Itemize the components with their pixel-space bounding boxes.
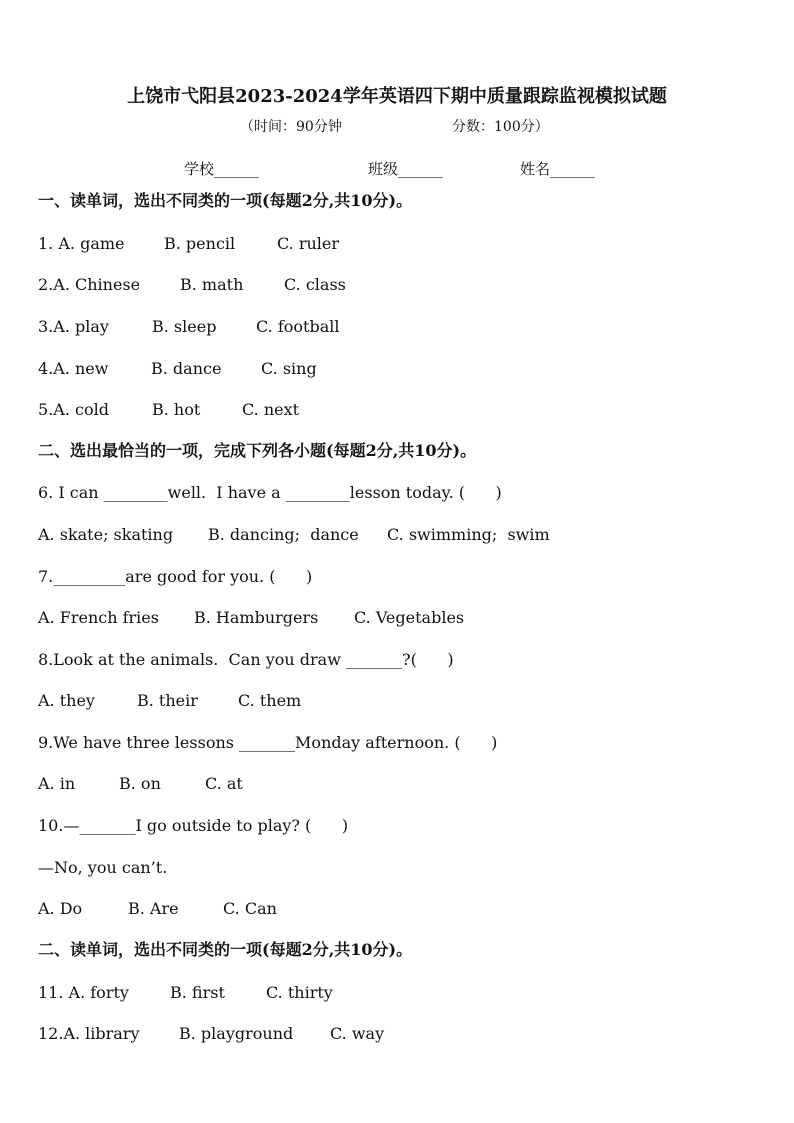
q1-option-a: 1. A. game bbox=[38, 234, 125, 253]
q9-stem: 9.We have three lessons _______Monday afternoon. ( ) bbox=[38, 733, 498, 752]
q10-option-a: A. Do bbox=[38, 899, 83, 918]
q2-option-b: B. math bbox=[180, 275, 244, 294]
q11-option-b: B. first bbox=[170, 983, 225, 1002]
q4-option-c: C. sing bbox=[261, 359, 317, 378]
exam-score: 分数：100分） bbox=[452, 119, 549, 135]
q5-option-c: C. next bbox=[242, 400, 300, 419]
section-3-heading: 二、读单词，选出不同类的一项(每题2分,共10分)。 bbox=[38, 940, 413, 959]
q7-option-a: A. French fries bbox=[38, 608, 159, 627]
q9-option-c: C. at bbox=[205, 774, 243, 793]
section-2-heading: 二、选出最恰当的一项，完成下列各小题(每题2分,共10分)。 bbox=[38, 441, 477, 460]
q11-option-a: 11. A. forty bbox=[38, 983, 129, 1002]
q7-stem: 7._________are good for you. ( ) bbox=[38, 567, 313, 586]
q5-option-b: B. hot bbox=[152, 400, 201, 419]
q2-option-a: 2.A. Chinese bbox=[38, 275, 141, 294]
class-field: 班级______ bbox=[368, 160, 444, 178]
q11-option-c: C. thirty bbox=[266, 983, 333, 1002]
page-title: 上饶市弋阳县2023-2024学年英语四下期中质量跟踪监视模拟试题 bbox=[127, 86, 667, 107]
q10-reply: —No, you can’t. bbox=[38, 858, 168, 877]
name-field: 姓名______ bbox=[520, 160, 596, 178]
q6-option-c: C. swimming; swim bbox=[387, 525, 550, 544]
q7-option-c: C. Vegetables bbox=[354, 608, 465, 627]
q8-stem: 8.Look at the animals. Can you draw _______?( ) bbox=[38, 650, 454, 669]
q10-option-c: C. Can bbox=[223, 899, 277, 918]
q2-option-c: C. class bbox=[284, 275, 346, 294]
section-1-heading: 一、读单词，选出不同类的一项(每题2分,共10分)。 bbox=[38, 191, 413, 210]
q5-option-a: 5.A. cold bbox=[38, 400, 109, 419]
q10-stem: 10.—_______I go outside to play? ( ) bbox=[38, 816, 349, 835]
q9-option-b: B. on bbox=[119, 774, 161, 793]
q12-option-c: C. way bbox=[330, 1024, 385, 1043]
q7-option-b: B. Hamburgers bbox=[194, 608, 319, 627]
exam-time: （时间：90分钟 bbox=[240, 119, 342, 135]
q12-option-a: 12.A. library bbox=[38, 1024, 140, 1043]
q1-option-b: B. pencil bbox=[164, 234, 236, 253]
q8-option-c: C. them bbox=[238, 691, 302, 710]
q9-option-a: A. in bbox=[38, 774, 76, 793]
q1-option-c: C. ruler bbox=[277, 234, 340, 253]
q3-option-b: B. sleep bbox=[152, 317, 217, 336]
q4-option-b: B. dance bbox=[151, 359, 222, 378]
q6-option-b: B. dancing; dance bbox=[208, 525, 359, 544]
q3-option-a: 3.A. play bbox=[38, 317, 109, 336]
q6-stem: 6. I can ________well. I have a ________lesson today. ( ) bbox=[38, 483, 502, 502]
q8-option-a: A. they bbox=[38, 691, 95, 710]
school-field: 学校______ bbox=[184, 160, 260, 178]
q10-option-b: B. Are bbox=[128, 899, 179, 918]
q12-option-b: B. playground bbox=[179, 1024, 294, 1043]
q4-option-a: 4.A. new bbox=[38, 359, 109, 378]
q6-option-a: A. skate; skating bbox=[38, 525, 174, 544]
q3-option-c: C. football bbox=[256, 317, 340, 336]
q8-option-b: B. their bbox=[137, 691, 198, 710]
